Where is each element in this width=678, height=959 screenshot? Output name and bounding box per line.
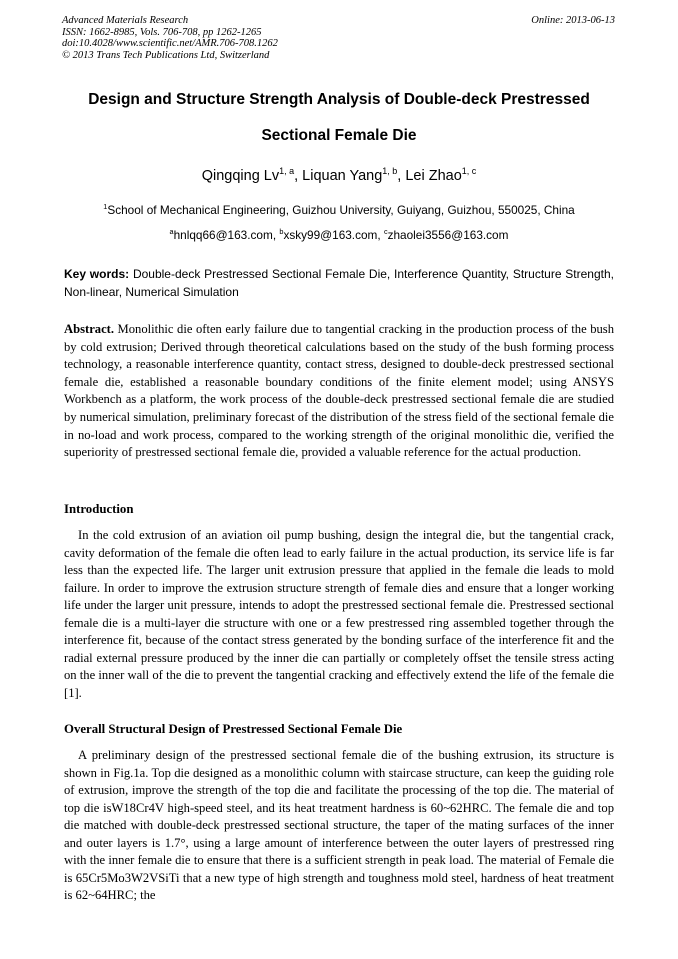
author-1-affiliation-mark: 1, a xyxy=(279,166,295,177)
author-separator: , xyxy=(294,168,303,184)
paper-title-line-1: Design and Structure Strength Analysis of Double-deck Prestressed xyxy=(88,91,590,108)
author-3-name: Lei Zhao xyxy=(405,168,462,184)
keywords-paragraph xyxy=(64,265,614,302)
abstract-label: Abstract. xyxy=(64,322,115,336)
affiliation xyxy=(40,203,638,217)
abstract-paragraph xyxy=(64,321,614,462)
affiliation-text: School of Mechanical Engineering, Guizhou University, Guiyang, Guizhou, 550025, China xyxy=(107,203,575,217)
author-2-name: Liquan Yang xyxy=(302,168,383,184)
section-heading-introduction: Introduction xyxy=(64,502,134,516)
email-b-mark: b xyxy=(279,227,284,237)
email-c-mark: c xyxy=(383,227,388,237)
paper-title-line-2: Sectional Female Die xyxy=(261,127,417,144)
doi-line: doi:10.4028/www.scientific.net/AMR.706-708.1262 xyxy=(62,38,278,50)
abstract-text: Monolithic die often early failure due to tangential cracking in the production process of the bush by cold extrusion; Derived through theoretical calculations based on the study of the bush forming process technology, a reasonable interference quantity, contact stress, designed to double-deck prestressed sectional female die, established a reasonable boundary conditions of the finite element model; using ANSYS Workbench as a platform, the work process of the double-deck prestressed sectional female die are studied by numerical simulation, preliminary forecast of the distribution of the stress field of the sectional female die in no-load and work process, compared to the working strength of the original monolithic die, verified the superiority of prestressed sectional female die, provided a valuable reference for the actual production. xyxy=(64,322,614,460)
journal-header xyxy=(62,15,615,61)
online-date: Online: 2013-06-13 xyxy=(531,15,615,26)
email-separator: , xyxy=(272,228,280,242)
copyright-line: © 2013 Trans Tech Publications Ltd, Switzerland xyxy=(62,49,270,61)
email-a-mark: a xyxy=(169,227,174,237)
email-separator: , xyxy=(377,228,384,242)
affiliation-mark: 1 xyxy=(103,202,108,212)
author-list xyxy=(40,168,638,184)
email-b: xsky99@163.com xyxy=(283,228,378,242)
issn-line: ISSN: 1662-8985, Vols. 706-708, pp 1262-1265 xyxy=(62,26,262,38)
author-separator: , xyxy=(397,168,406,184)
structural-design-paragraph: A preliminary design of the prestressed sectional female die of the bushing extrusion, its structure is shown in Fig.1a. Top die designed as a monolithic column with staircase structure, can keep the guiding role of extrusion, improve the strength of the top die and facilitate the processing of the top die. The material of top die isW18Cr4V high-speed steel, and its heat treatment hardness is 60~62HRC. The female die and top die matched with double-deck prestressed sectional structure, the taper of the mating surfaces of the inner and outer layers is 1.7°, using a large amount of interference between the outer layers of prestressed ring with the inner female die to ensure that there is a sufficient strength in peak load. The material of Female die is 65Cr5Mo3W2VSiTi that a new type of high strength and toughness mold steel, hardness of heat treatment is 62~64HRC; the xyxy=(64,748,614,902)
introduction-paragraph: In the cold extrusion of an aviation oil pump bushing, design the integral die, but the tangential crack, cavity deformation of the female die often lead to early failure in the actual production, its service life is far less than the expected life. The larger unit extrusion pressure that applied in the female die leads to mold failure. In order to improve the extrusion structure strength of female dies and ensure that a longer working life under the larger unit pressure, intends to adopt the prestressed sectional female die. Prestressed sectional female die is a multi-layer die structure with one or a few prestressed ring assembled together through the interference fit, because of the contact stress generated by the bonding surface of the interference fit and the radial external pressure produced by the inner die can partially or completely offset the tensile stress acting on the inner wall of the die to prevent the tangential cracking and effectively extend the life of the female die [1]. xyxy=(64,528,614,700)
email-c: zhaolei3556@163.com xyxy=(387,228,509,242)
section-heading-structural-design: Overall Structural Design of Prestressed Sectional Female Die xyxy=(64,722,403,736)
author-3-affiliation-mark: 1, c xyxy=(461,166,477,177)
email-list xyxy=(40,228,638,242)
journal-name: Advanced Materials Research xyxy=(62,15,189,26)
email-a: hnlqq66@163.com xyxy=(173,228,273,242)
author-1-name: Qingqing Lv xyxy=(201,168,280,184)
author-2-affiliation-mark: 1, b xyxy=(382,166,398,177)
keywords-label: Key words: xyxy=(64,267,130,281)
keywords-text: Double-deck Prestressed Sectional Female Die, Interference Quantity, Structure Strength, Non-linear, Numerical Simulation xyxy=(64,267,614,300)
